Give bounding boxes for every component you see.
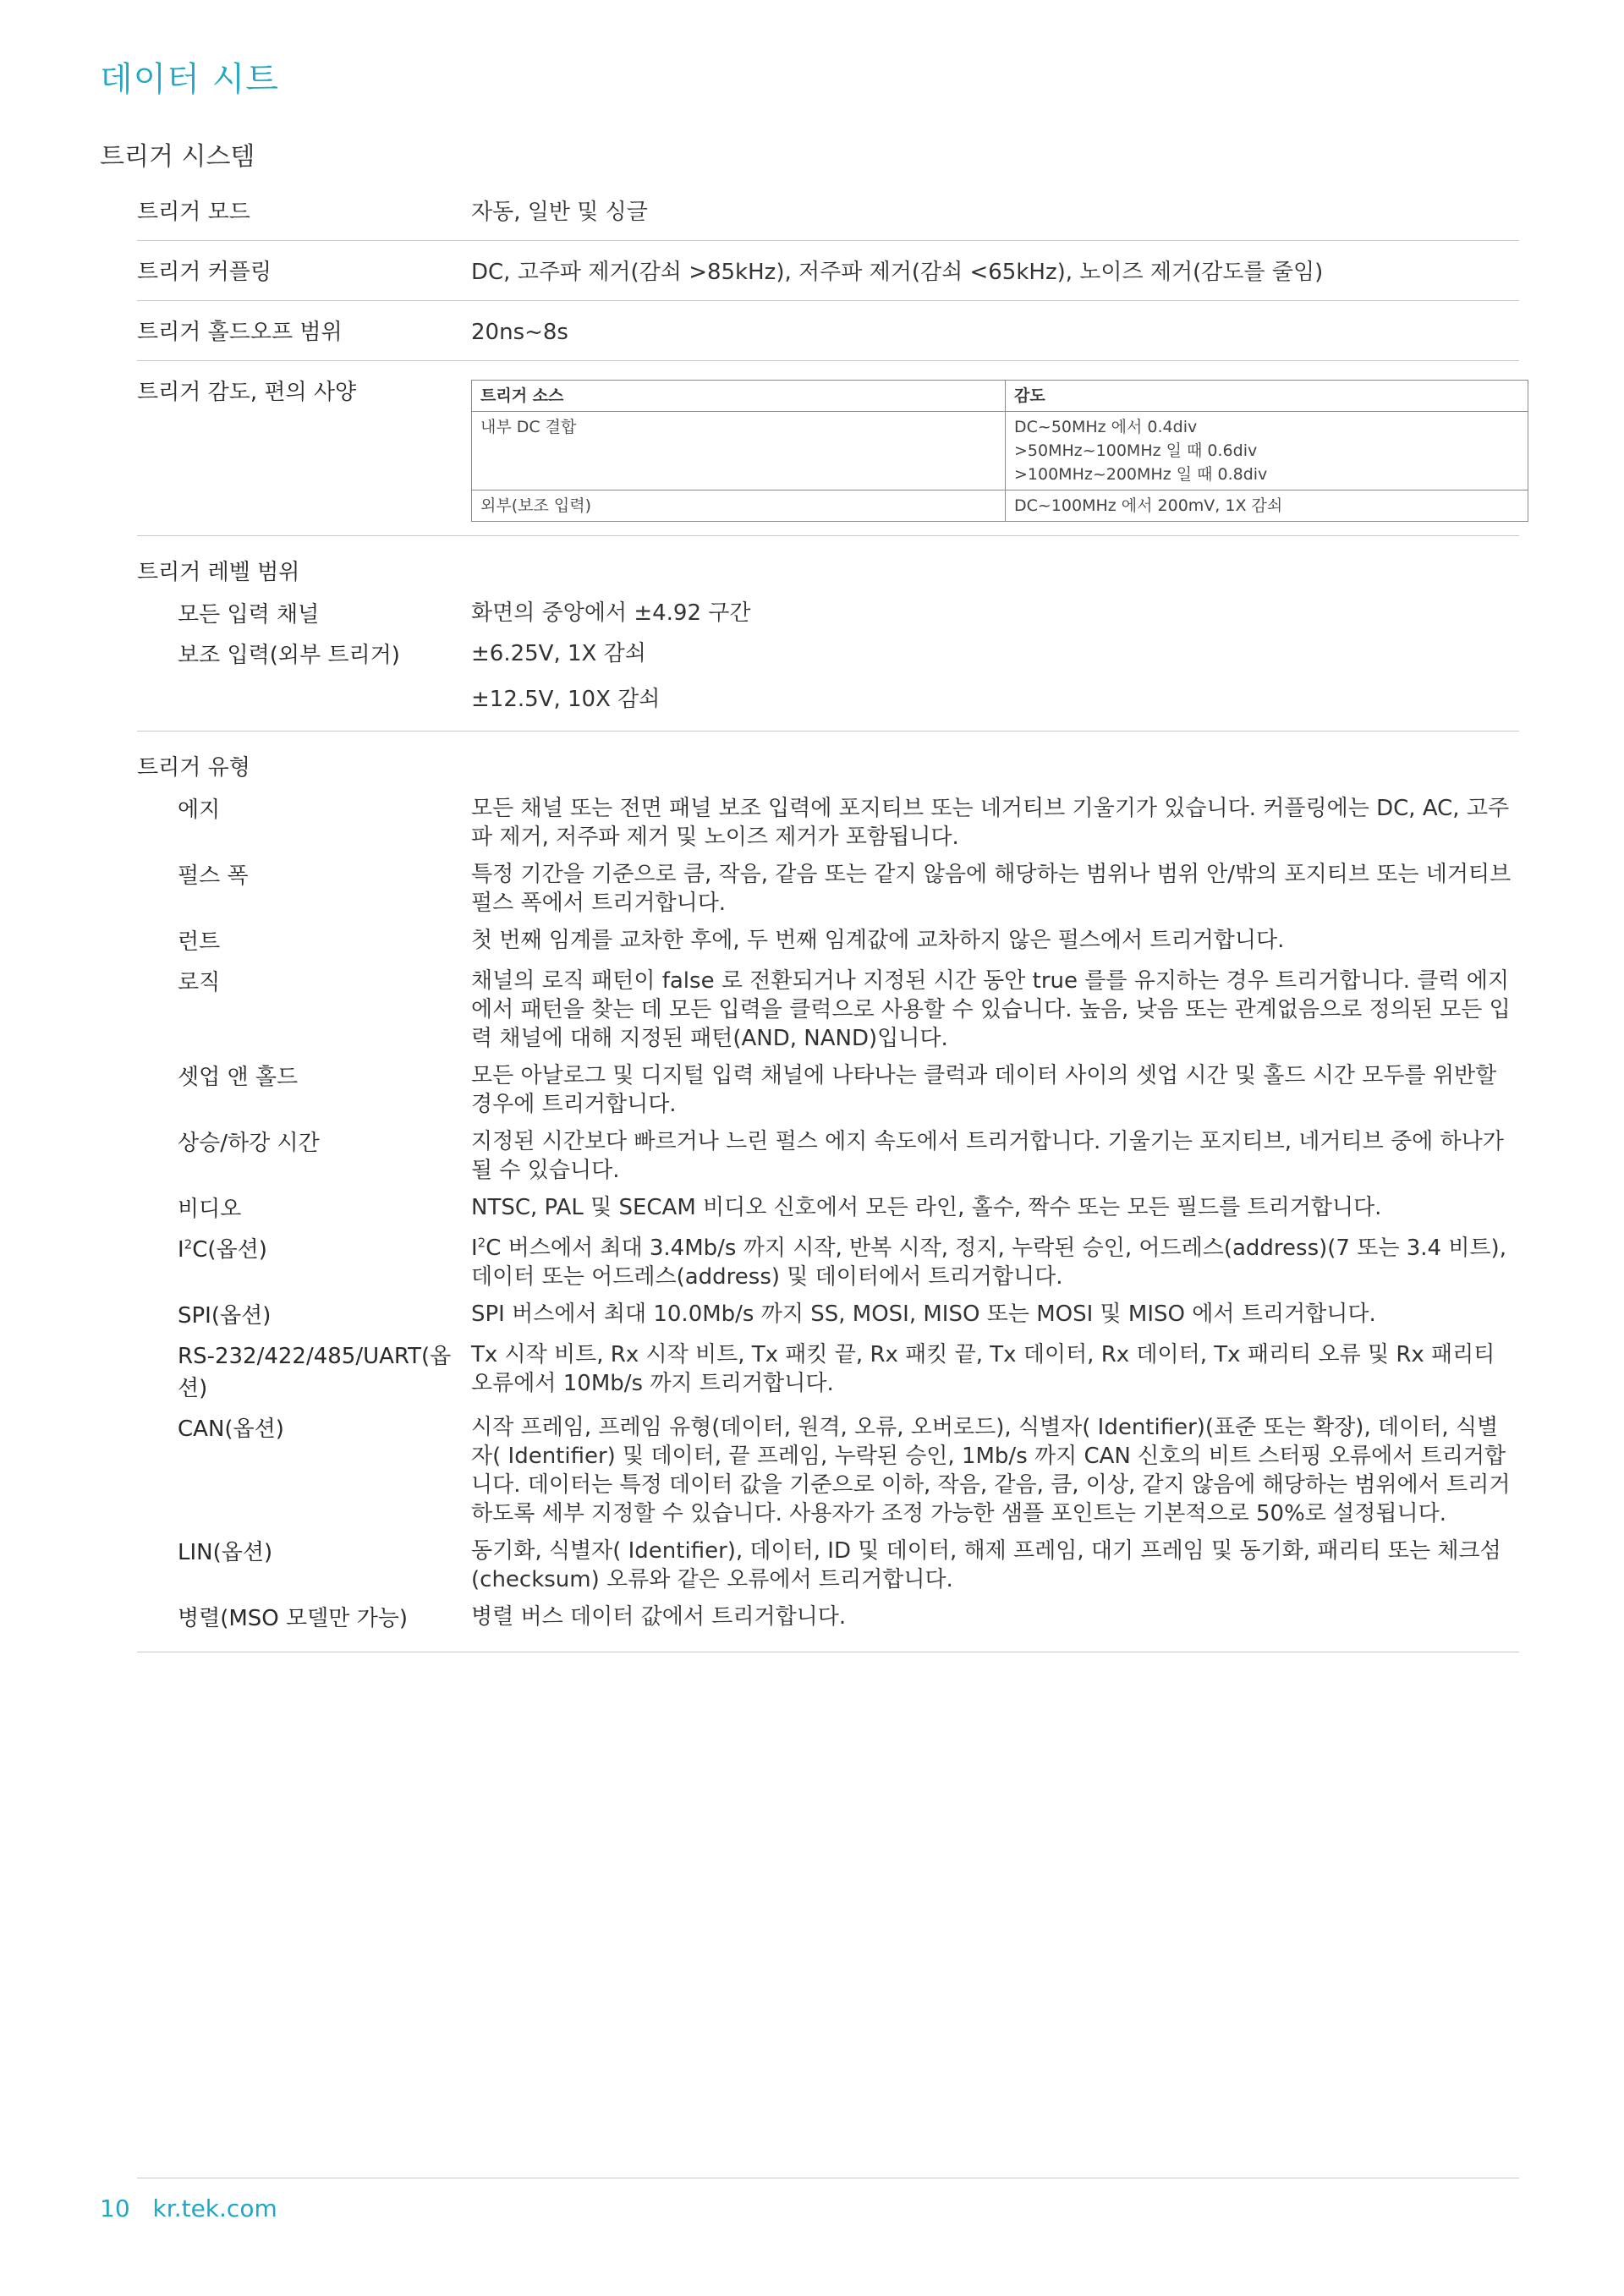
sub-label: 비디오 [178, 1197, 242, 1222]
page-title: 데이터 시트 [100, 60, 279, 99]
sub-row [137, 1296, 1519, 1337]
sub-row [137, 636, 1519, 677]
sub-label: 모든 입력 채널 [178, 602, 320, 627]
sub-value: 화면의 중앙에서 ±4.92 구간 [471, 600, 751, 626]
table-header-sensitivity: 감도 [1006, 381, 1528, 412]
value-post: C 버스에서 최대 3.4Mb/s 까지 시작, 반복 시작, 정지, 누락된 승인, 어드레스(address)(7 또는 3.4 비트), 데이터 또는 어드레스(address) 및 데이터에서 트리거합니다. [471, 1236, 1506, 1290]
spec-row-holdoff [137, 301, 1519, 361]
sensitivity-line: DC~50MHz 에서 0.4div [1014, 418, 1198, 436]
sub-label: SPI(옵션) [178, 1303, 272, 1329]
spec-row-sensitivity [137, 361, 1519, 536]
table-header-source: 트리거 소스 [472, 381, 1006, 412]
spec-value: 자동, 일반 및 싱글 [471, 200, 648, 225]
sensitivity-line: >100MHz~200MHz 일 때 0.8div [1014, 465, 1268, 484]
sub-row [137, 1190, 1519, 1230]
sub-row [137, 791, 1519, 857]
sub-label: CAN(옵션) [178, 1417, 284, 1442]
spec-label: 트리거 모드 [137, 200, 250, 225]
sensitivity-line: DC~100MHz 에서 200mV, 1X 감쇠 [1014, 496, 1283, 515]
sensitivity-table [471, 380, 1528, 522]
group-label: 트리거 레벨 범위 [137, 560, 300, 585]
spec-content [137, 188, 1519, 1652]
sub-value: 동기화, 식별자( Identifier), 데이터, ID 및 데이터, 해제 프레임, 대기 프레임 및 동기화, 패리티 또는 체크섬(checksum) 오류와 같은 오류에서 트리거합니다. [471, 1538, 1501, 1592]
sub-value: 첫 번째 임계를 교차한 후에, 두 번째 임계값에 교차하지 않은 펄스에서 트리거합니다. [471, 928, 1285, 953]
sub-value: 병렬 버스 데이터 값에서 트리거합니다. [471, 1604, 847, 1630]
value-sup: 2 [477, 1235, 486, 1251]
sub-row [137, 595, 1519, 636]
section-title: 트리거 시스템 [100, 142, 255, 172]
spec-value: 20ns~8s [471, 320, 568, 345]
sub-value: SPI 버스에서 최대 10.0Mb/s 까지 SS, MOSI, MISO 또는 MOSI 및 MISO 에서 트리거합니다. [471, 1301, 1376, 1327]
sub-label: 런트 [178, 929, 221, 955]
sub-row [137, 677, 1519, 719]
sub-label: RS-232/422/485/UART(옵션) [178, 1344, 452, 1401]
sub-row [137, 1410, 1519, 1533]
page-number: 10 [100, 2195, 130, 2222]
sub-value: NTSC, PAL 및 SECAM 비디오 신호에서 모든 라인, 홀수, 짝수 또는 모든 필드를 트리거합니다. [471, 1195, 1382, 1220]
sub-value: ±6.25V, 1X 감쇠 [471, 641, 646, 666]
label-post: C(옵션) [192, 1237, 267, 1263]
sensitivity-line: >50MHz~100MHz 일 때 0.6div [1014, 441, 1258, 460]
footer-link[interactable]: kr.tek.com [152, 2195, 277, 2222]
sub-value: 모든 아날로그 및 디지털 입력 채널에 나타나는 클럭과 데이터 사이의 셋업 시간 및 홀드 시간 모두를 위반할 경우에 트리거합니다. [471, 1063, 1497, 1117]
sub-row [137, 1337, 1519, 1410]
table-cell-sensitivity [1006, 490, 1528, 522]
sub-value: Tx 시작 비트, Rx 시작 비트, Tx 패킷 끝, Rx 패킷 끝, Tx 데이터, Rx 데이터, Tx 패리티 오류 및 Rx 패리티 오류에서 10Mb/s 까지 트리거합니다. [471, 1342, 1495, 1396]
spec-group-level [137, 536, 1519, 732]
spec-label: 트리거 홀드오프 범위 [137, 320, 343, 345]
sub-value: ±12.5V, 10X 감쇠 [471, 687, 661, 712]
spec-row-coupling [137, 241, 1519, 301]
sub-label: LIN(옵션) [178, 1540, 273, 1565]
spec-label: 트리거 커플링 [137, 260, 272, 285]
label-sup: 2 [184, 1236, 193, 1252]
sub-value: 모든 채널 또는 전면 패널 보조 입력에 포지티브 또는 네거티브 기울기가 있습니다. 커플링에는 DC, AC, 고주파 제거, 저주파 제거 및 노이즈 제거가 포함됩니다. [471, 796, 1510, 850]
sub-row [137, 1058, 1519, 1124]
spec-label: 트리거 감도, 편의 사양 [137, 380, 357, 405]
sub-value: 특정 기간을 기준으로 큼, 작음, 같음 또는 같지 않음에 해당하는 범위나 범위 안/밖의 포지티브 또는 네거티브 펄스 폭에서 트리거합니다. [471, 862, 1512, 916]
spec-value: DC, 고주파 제거(감쇠 >85kHz), 저주파 제거(감쇠 <65kHz), 노이즈 제거(감도를 줄임) [471, 260, 1324, 285]
sub-row [137, 1124, 1519, 1190]
sensitivity-table-wrap [471, 376, 1528, 523]
sub-row [137, 1230, 1519, 1296]
spec-group-types [137, 732, 1519, 1652]
group-label: 트리거 유형 [137, 755, 250, 781]
sub-row [137, 1533, 1519, 1599]
sub-label: 보조 입력(외부 트리거) [178, 643, 400, 668]
sub-label: 펄스 폭 [178, 863, 249, 889]
sub-row [137, 1599, 1519, 1640]
sub-value: 채널의 로직 패턴이 false 로 전환되거나 지정된 시간 동안 true 를를 유지하는 경우 트리거합니다. 클럭 에지에서 패턴을 찾는 데 모든 입력을 클럭으로 사용할 수 있습니다. 높음, 낮음 또는 관계없음으로 정의된 모든 입력 채널에 대해 지정된 패턴(AND, NAND)입니다. [471, 968, 1511, 1051]
sub-row [137, 963, 1519, 1058]
sub-label [137, 1234, 471, 1266]
footer [100, 2195, 277, 2222]
sub-label: 로직 [178, 970, 221, 995]
sub-value: 시작 프레임, 프레임 유형(데이터, 원격, 오류, 오버로드), 식별자( Identifier)(표준 또는 확장), 데이터, 식별자( Identifier) 및 데이터, 끝 프레임, 누락된 승인, 1Mb/s 까지 CAN 신호의 비트 스터핑 오류에서 트리거합니다. 데이터는 특정 데이터 값을 기준으로 이하, 작음, 같음, 큼, 이상, 같지 않음에 해당하는 범위에서 트리거하도록 세부 지정할 수 있습니다. 사용자가 조정 가능한 샘플 포인트는 기본적으로 50%로 설정됩니다. [471, 1415, 1511, 1526]
sub-label: 병렬(MSO 모델만 가능) [178, 1606, 409, 1631]
table-row [472, 490, 1528, 522]
value-pre: I [471, 1236, 478, 1261]
table-cell-source: 내부 DC 결합 [472, 412, 1006, 490]
sub-value: 지정된 시간보다 빠르거나 느린 펄스 에지 속도에서 트리거합니다. 기울기는 포지티브, 네거티브 중에 하나가 될 수 있습니다. [471, 1129, 1504, 1183]
table-row [472, 412, 1528, 490]
sub-label: 에지 [178, 797, 221, 823]
spec-row-mode [137, 188, 1519, 241]
sub-label: 상승/하강 시간 [178, 1131, 320, 1156]
sub-row [137, 923, 1519, 963]
table-header-row [472, 381, 1528, 412]
table-cell-sensitivity [1006, 412, 1528, 490]
sub-row [137, 857, 1519, 923]
sub-value [471, 1234, 1519, 1291]
label-pre: I [178, 1237, 184, 1263]
table-cell-source: 외부(보조 입력) [472, 490, 1006, 522]
sub-label: 셋업 앤 홀드 [178, 1065, 299, 1090]
